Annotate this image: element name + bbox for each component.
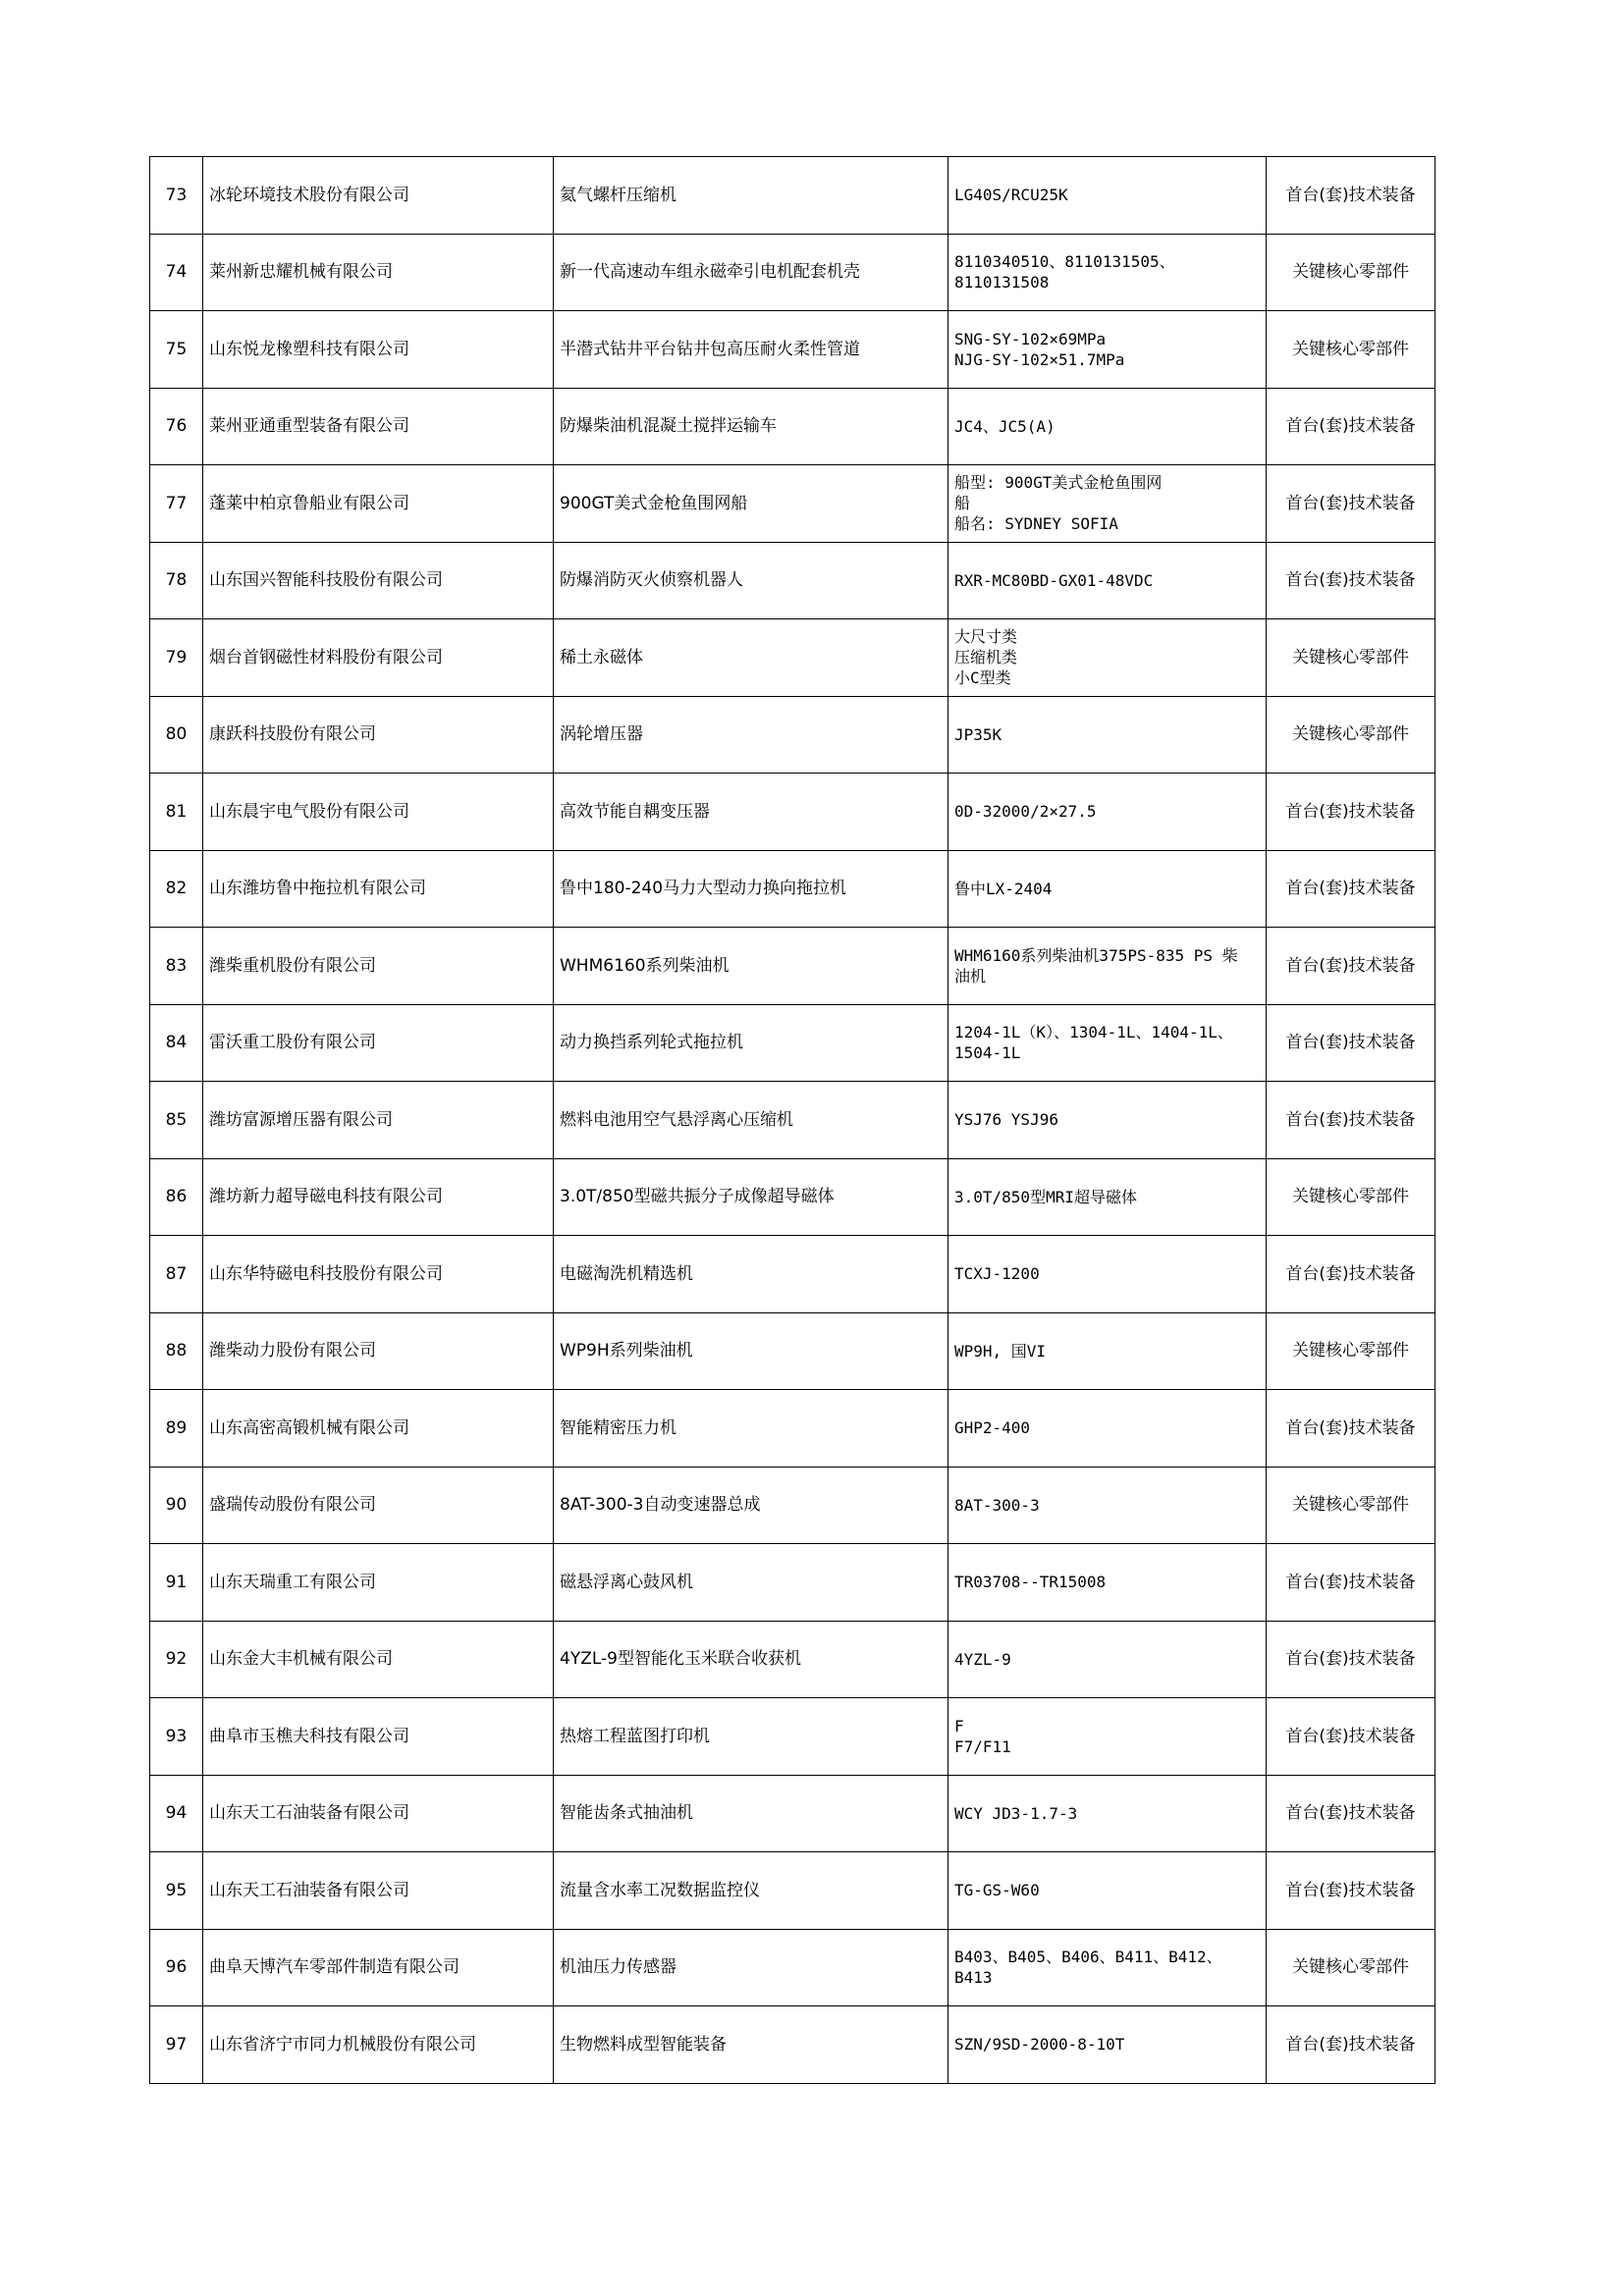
- product-name: 900GT美式金枪鱼围网船: [554, 465, 948, 543]
- row-number: 83: [150, 928, 203, 1005]
- category-label: 首台(套)技术装备: [1267, 1698, 1435, 1776]
- category-label: 首台(套)技术装备: [1267, 465, 1435, 543]
- company-name: 蓬莱中柏京鲁船业有限公司: [203, 465, 554, 543]
- row-number: 84: [150, 1004, 203, 1082]
- category-label: 关键核心零部件: [1267, 1312, 1435, 1390]
- row-number: 77: [150, 465, 203, 543]
- table-row: [150, 1852, 1435, 1930]
- model-spec: JC4、JC5(A): [948, 388, 1267, 465]
- company-name: 山东金大丰机械有限公司: [203, 1621, 554, 1698]
- model-spec: SZN/9SD-2000-8-10T: [948, 2006, 1267, 2084]
- row-number: 78: [150, 542, 203, 619]
- company-name: 山东天工石油装备有限公司: [203, 1852, 554, 1930]
- table-row: [150, 2006, 1435, 2084]
- company-name: 山东省济宁市同力机械股份有限公司: [203, 2006, 554, 2084]
- table-row: [150, 774, 1435, 851]
- company-name: 曲阜市玉樵夫科技有限公司: [203, 1698, 554, 1776]
- row-number: 91: [150, 1544, 203, 1622]
- table-row: [150, 1544, 1435, 1622]
- category-label: 首台(套)技术装备: [1267, 388, 1435, 465]
- product-name: 防爆消防灭火侦察机器人: [554, 542, 948, 619]
- equipment-table: [149, 156, 1435, 2084]
- table-row: [150, 1158, 1435, 1236]
- table-row: [150, 850, 1435, 928]
- model-spec: 船型: 900GT美式金枪鱼围网 船 船名: SYDNEY SOFIA: [948, 465, 1267, 543]
- product-name: WP9H系列柴油机: [554, 1312, 948, 1390]
- row-number: 81: [150, 774, 203, 851]
- table-row: [150, 1082, 1435, 1159]
- category-label: 关键核心零部件: [1267, 234, 1435, 311]
- product-name: 3.0T/850型磁共振分子成像超导磁体: [554, 1158, 948, 1236]
- row-number: 94: [150, 1775, 203, 1852]
- model-spec: 3.0T/850型MRI超导磁体: [948, 1158, 1267, 1236]
- row-number: 89: [150, 1390, 203, 1468]
- category-label: 首台(套)技术装备: [1267, 1775, 1435, 1852]
- model-spec: TR03708--TR15008: [948, 1544, 1267, 1622]
- row-number: 93: [150, 1698, 203, 1776]
- category-label: 首台(套)技术装备: [1267, 1236, 1435, 1313]
- row-number: 74: [150, 234, 203, 311]
- category-label: 关键核心零部件: [1267, 1158, 1435, 1236]
- model-spec: RXR-MC80BD-GX01-48VDC: [948, 542, 1267, 619]
- table-row: [150, 1004, 1435, 1082]
- row-number: 97: [150, 2006, 203, 2084]
- product-name: 机油压力传感器: [554, 1929, 948, 2006]
- product-name: 半潜式钻井平台钻井包高压耐火柔性管道: [554, 311, 948, 389]
- table-row: [150, 311, 1435, 389]
- table-row: [150, 542, 1435, 619]
- product-name: 燃料电池用空气悬浮离心压缩机: [554, 1082, 948, 1159]
- row-number: 80: [150, 696, 203, 774]
- table-row: [150, 619, 1435, 697]
- model-spec: WHM6160系列柴油机375PS-835 PS 柴 油机: [948, 928, 1267, 1005]
- company-name: 莱州亚通重型装备有限公司: [203, 388, 554, 465]
- product-name: 智能齿条式抽油机: [554, 1775, 948, 1852]
- company-name: 山东华特磁电科技股份有限公司: [203, 1236, 554, 1313]
- company-name: 冰轮环境技术股份有限公司: [203, 157, 554, 235]
- table-row: [150, 1467, 1435, 1544]
- company-name: 康跃科技股份有限公司: [203, 696, 554, 774]
- table-row: [150, 234, 1435, 311]
- row-number: 92: [150, 1621, 203, 1698]
- company-name: 雷沃重工股份有限公司: [203, 1004, 554, 1082]
- row-number: 79: [150, 619, 203, 697]
- table-row: [150, 696, 1435, 774]
- category-label: 首台(套)技术装备: [1267, 1390, 1435, 1468]
- product-name: 高效节能自耦变压器: [554, 774, 948, 851]
- company-name: 潍柴动力股份有限公司: [203, 1312, 554, 1390]
- model-spec: 4YZL-9: [948, 1621, 1267, 1698]
- category-label: 首台(套)技术装备: [1267, 928, 1435, 1005]
- row-number: 76: [150, 388, 203, 465]
- row-number: 96: [150, 1929, 203, 2006]
- model-spec: WP9H, 国VI: [948, 1312, 1267, 1390]
- product-name: 氦气螺杆压缩机: [554, 157, 948, 235]
- company-name: 山东高密高锻机械有限公司: [203, 1390, 554, 1468]
- product-name: WHM6160系列柴油机: [554, 928, 948, 1005]
- company-name: 山东天工石油装备有限公司: [203, 1775, 554, 1852]
- table-row: [150, 465, 1435, 543]
- company-name: 山东潍坊鲁中拖拉机有限公司: [203, 850, 554, 928]
- category-label: 首台(套)技术装备: [1267, 1544, 1435, 1622]
- model-spec: 大尺寸类 压缩机类 小C型类: [948, 619, 1267, 697]
- table-body: [150, 157, 1435, 2084]
- model-spec: F F7/F11: [948, 1698, 1267, 1776]
- model-spec: TCXJ-1200: [948, 1236, 1267, 1313]
- category-label: 关键核心零部件: [1267, 311, 1435, 389]
- table-row: [150, 1390, 1435, 1468]
- model-spec: 8AT-300-3: [948, 1467, 1267, 1544]
- model-spec: 1204-1L（K）、1304-1L、1404-1L、 1504-1L: [948, 1004, 1267, 1082]
- model-spec: 鲁中LX-2404: [948, 850, 1267, 928]
- product-name: 电磁淘洗机精选机: [554, 1236, 948, 1313]
- row-number: 87: [150, 1236, 203, 1313]
- category-label: 首台(套)技术装备: [1267, 1082, 1435, 1159]
- product-name: 新一代高速动车组永磁牵引电机配套机壳: [554, 234, 948, 311]
- company-name: 烟台首钢磁性材料股份有限公司: [203, 619, 554, 697]
- company-name: 潍坊新力超导磁电科技有限公司: [203, 1158, 554, 1236]
- model-spec: TG-GS-W60: [948, 1852, 1267, 1930]
- company-name: 潍柴重机股份有限公司: [203, 928, 554, 1005]
- product-name: 智能精密压力机: [554, 1390, 948, 1468]
- category-label: 首台(套)技术装备: [1267, 1004, 1435, 1082]
- category-label: 首台(套)技术装备: [1267, 157, 1435, 235]
- category-label: 首台(套)技术装备: [1267, 1852, 1435, 1930]
- row-number: 75: [150, 311, 203, 389]
- company-name: 山东晨宇电气股份有限公司: [203, 774, 554, 851]
- product-name: 鲁中180-240马力大型动力换向拖拉机: [554, 850, 948, 928]
- row-number: 95: [150, 1852, 203, 1930]
- model-spec: YSJ76 YSJ96: [948, 1082, 1267, 1159]
- company-name: 莱州新忠耀机械有限公司: [203, 234, 554, 311]
- company-name: 盛瑞传动股份有限公司: [203, 1467, 554, 1544]
- table-row: [150, 1312, 1435, 1390]
- product-name: 磁悬浮离心鼓风机: [554, 1544, 948, 1622]
- table-row: [150, 1236, 1435, 1313]
- table-row: [150, 1698, 1435, 1776]
- table-row: [150, 388, 1435, 465]
- row-number: 82: [150, 850, 203, 928]
- model-spec: SNG-SY-102×69MPa NJG-SY-102×51.7MPa: [948, 311, 1267, 389]
- category-label: 首台(套)技术装备: [1267, 850, 1435, 928]
- model-spec: LG40S/RCU25K: [948, 157, 1267, 235]
- table-row: [150, 1929, 1435, 2006]
- category-label: 首台(套)技术装备: [1267, 542, 1435, 619]
- model-spec: 8110340510、8110131505、 8110131508: [948, 234, 1267, 311]
- model-spec: B403、B405、B406、B411、B412、 B413: [948, 1929, 1267, 2006]
- table-row: [150, 928, 1435, 1005]
- product-name: 生物燃料成型智能装备: [554, 2006, 948, 2084]
- product-name: 热熔工程蓝图打印机: [554, 1698, 948, 1776]
- product-name: 动力换挡系列轮式拖拉机: [554, 1004, 948, 1082]
- product-name: 4YZL-9型智能化玉米联合收获机: [554, 1621, 948, 1698]
- table-row: [150, 1775, 1435, 1852]
- model-spec: GHP2-400: [948, 1390, 1267, 1468]
- model-spec: WCY JD3-1.7-3: [948, 1775, 1267, 1852]
- category-label: 关键核心零部件: [1267, 619, 1435, 697]
- row-number: 85: [150, 1082, 203, 1159]
- row-number: 90: [150, 1467, 203, 1544]
- table-row: [150, 157, 1435, 235]
- row-number: 86: [150, 1158, 203, 1236]
- company-name: 山东国兴智能科技股份有限公司: [203, 542, 554, 619]
- row-number: 73: [150, 157, 203, 235]
- product-name: 流量含水率工况数据监控仪: [554, 1852, 948, 1930]
- product-name: 防爆柴油机混凝土搅拌运输车: [554, 388, 948, 465]
- category-label: 关键核心零部件: [1267, 1467, 1435, 1544]
- row-number: 88: [150, 1312, 203, 1390]
- model-spec: 0D-32000/2×27.5: [948, 774, 1267, 851]
- company-name: 潍坊富源增压器有限公司: [203, 1082, 554, 1159]
- model-spec: JP35K: [948, 696, 1267, 774]
- table-row: [150, 1621, 1435, 1698]
- product-name: 8AT-300-3自动变速器总成: [554, 1467, 948, 1544]
- company-name: 曲阜天博汽车零部件制造有限公司: [203, 1929, 554, 2006]
- category-label: 首台(套)技术装备: [1267, 2006, 1435, 2084]
- product-name: 涡轮增压器: [554, 696, 948, 774]
- company-name: 山东天瑞重工有限公司: [203, 1544, 554, 1622]
- company-name: 山东悦龙橡塑科技有限公司: [203, 311, 554, 389]
- product-name: 稀土永磁体: [554, 619, 948, 697]
- category-label: 关键核心零部件: [1267, 1929, 1435, 2006]
- category-label: 首台(套)技术装备: [1267, 1621, 1435, 1698]
- category-label: 首台(套)技术装备: [1267, 774, 1435, 851]
- category-label: 关键核心零部件: [1267, 696, 1435, 774]
